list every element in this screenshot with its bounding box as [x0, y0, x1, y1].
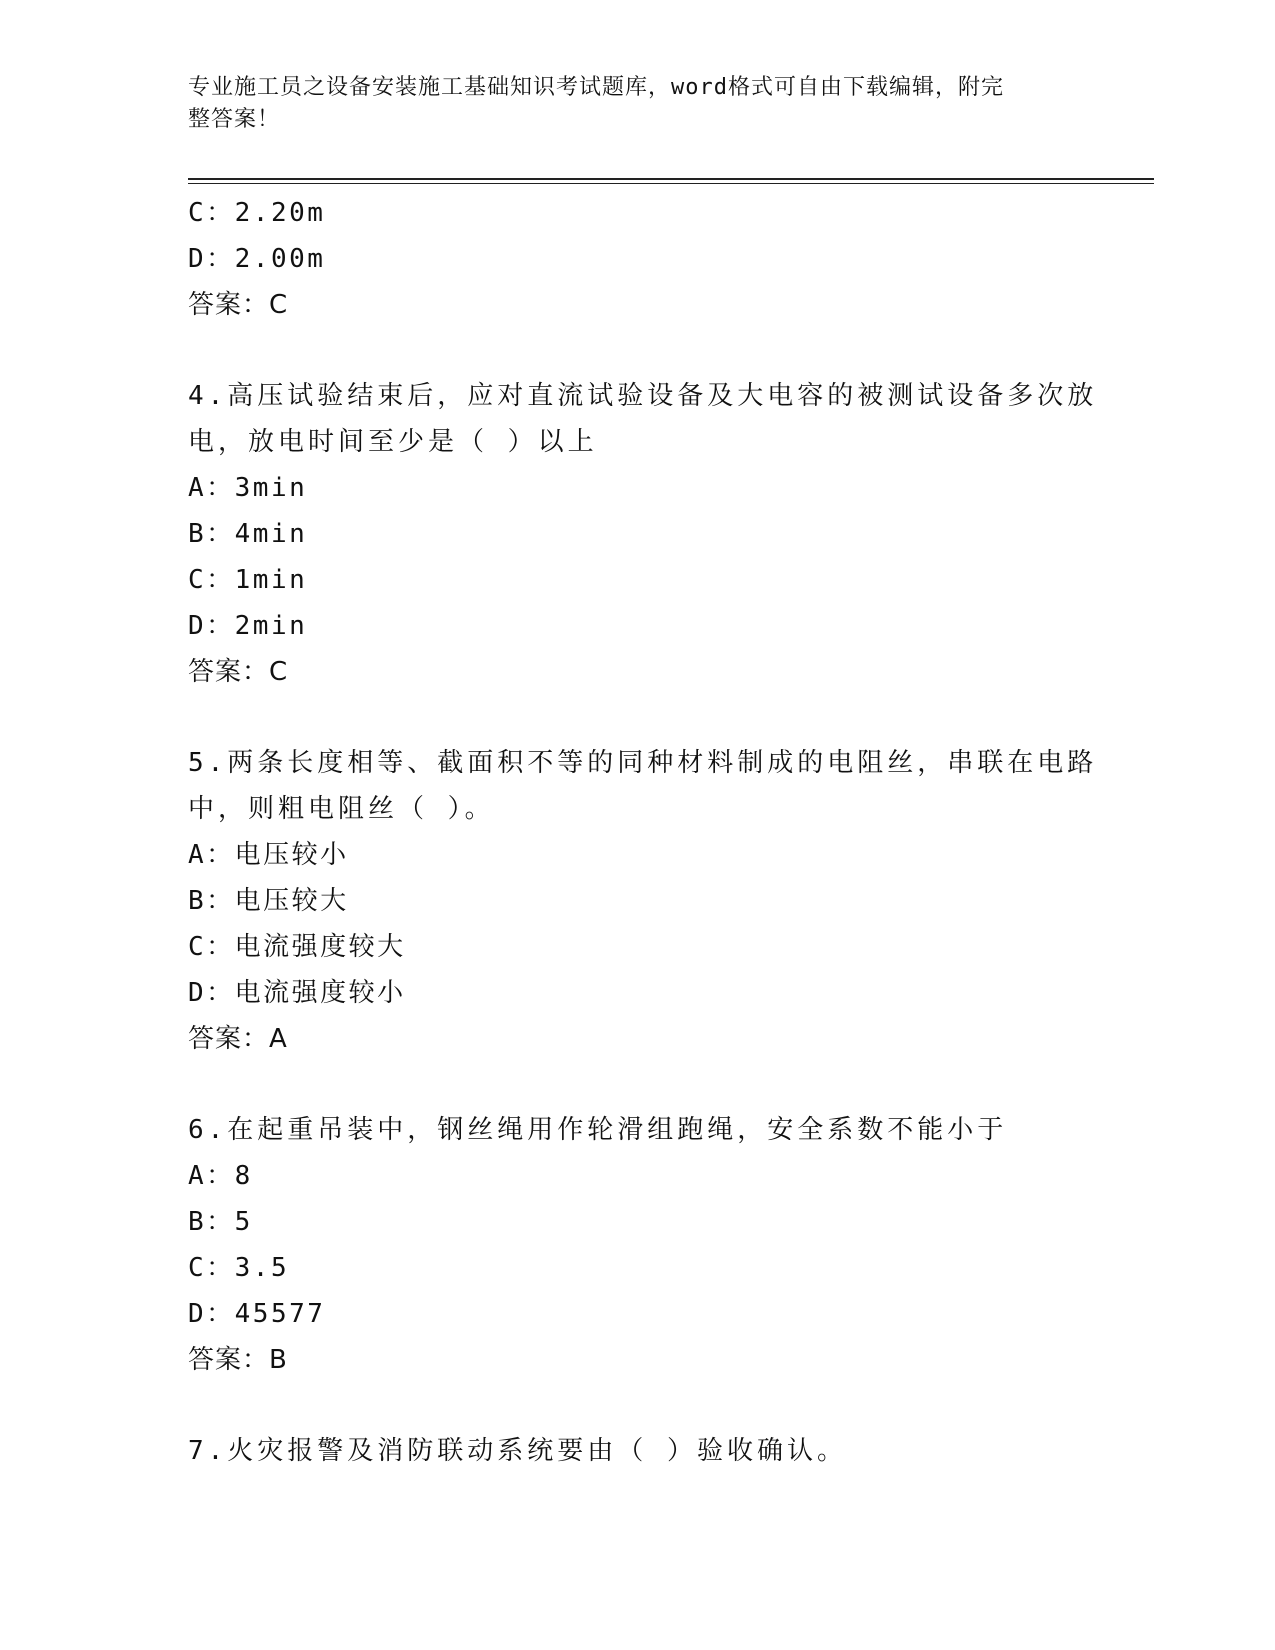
question-stem-line: 中，则粗电阻丝（ ）。	[188, 794, 495, 824]
option-d: D：2.00m	[188, 244, 326, 274]
option-c: C：1min	[188, 565, 308, 595]
answer-label: 答案：A	[188, 1024, 288, 1054]
question-3-continued	[188, 190, 1088, 328]
answer-label: 答案：C	[188, 657, 289, 687]
option-c: C：2.20m	[188, 198, 326, 228]
header-line-1: 专业施工员之设备安装施工基础知识考试题库，word格式可自由下载编辑，附完	[188, 75, 1004, 100]
option-a: A：3min	[188, 473, 308, 503]
option-b: B：电压较大	[188, 886, 349, 916]
option-a: A：电压较小	[188, 840, 349, 870]
question-stem-line: 4.高压试验结束后，应对直流试验设备及大电容的被测试设备多次放	[188, 381, 1098, 411]
question-4	[188, 373, 1098, 695]
question-6	[188, 1107, 1088, 1383]
question-stem	[188, 1428, 1088, 1474]
option-a: A：8	[188, 1161, 253, 1191]
question-stem	[188, 1107, 1088, 1153]
answer-label: 答案：B	[188, 1345, 288, 1375]
option-d: D：电流强度较小	[188, 978, 406, 1008]
option-d: D：2min	[188, 611, 308, 641]
question-5	[188, 740, 1098, 1062]
header-line-2: 整答案！	[188, 107, 281, 132]
answer-label: 答案：C	[188, 290, 289, 320]
question-stem-line: 电，放电时间至少是（ ）以上	[188, 427, 598, 457]
question-stem-line: 7.火灾报警及消防联动系统要由（ ）验收确认。	[188, 1436, 847, 1466]
question-stem	[188, 740, 1098, 832]
question-7	[188, 1428, 1088, 1474]
header-divider	[188, 178, 1154, 180]
question-stem	[188, 373, 1098, 465]
document-header	[188, 72, 1068, 136]
question-list	[188, 190, 1098, 1474]
option-c: C：3.5	[188, 1253, 290, 1283]
option-c: C：电流强度较大	[188, 932, 406, 962]
question-stem-line: 5.两条长度相等、截面积不等的同种材料制成的电阻丝，串联在电路	[188, 748, 1098, 778]
header-divider-thin	[188, 183, 1154, 184]
option-b: B：4min	[188, 519, 308, 549]
question-stem-line: 6.在起重吊装中，钢丝绳用作轮滑组跑绳，安全系数不能小于	[188, 1115, 1008, 1145]
option-d: D：45577	[188, 1299, 326, 1329]
option-b: B：5	[188, 1207, 253, 1237]
